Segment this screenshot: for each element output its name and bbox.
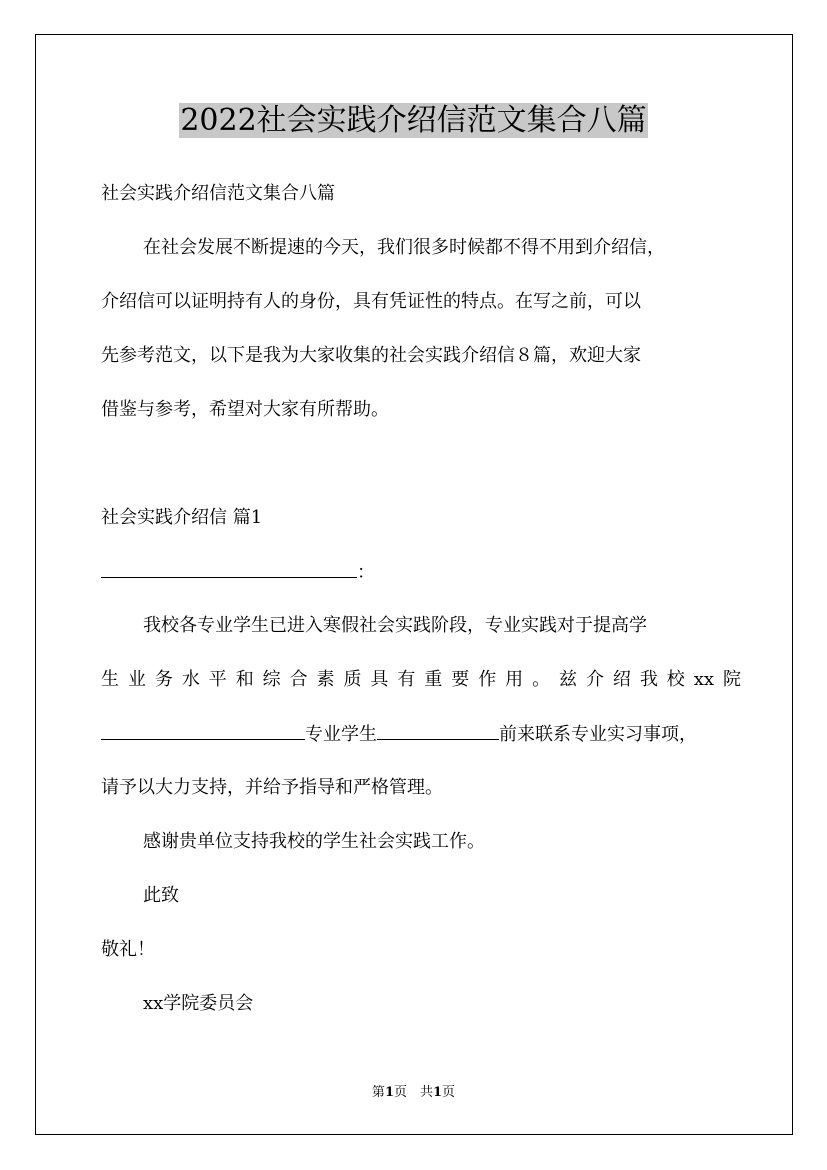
footer-mid: 页 共 — [393, 1085, 433, 1100]
section-heading: 社会实践介绍信 篇1 — [101, 507, 263, 528]
body-line-1: 我校各专业学生已进入寒假社会实践阶段，专业实践对于提高学 — [143, 615, 647, 636]
footer-prefix: 第 — [371, 1085, 385, 1100]
body-line-3-end: 前来联系专业实习事项， — [499, 724, 697, 745]
intro-line-4: 借鉴与参考，希望对大家有所帮助。 — [101, 399, 389, 420]
document-subtitle: 社会实践介绍信范文集合八篇 — [101, 183, 335, 204]
student-name-blank — [377, 720, 499, 740]
body-line-3 — [101, 720, 741, 749]
salutation-colon: ： — [357, 562, 375, 583]
document-title — [0, 98, 827, 144]
body-line-2: 生业务水平和综合素质具有重要作用。兹介绍我校xx院 — [101, 669, 741, 690]
closing-ci-zhi: 此致 — [143, 885, 179, 906]
department-blank — [101, 720, 305, 740]
footer-current-page: 1 — [384, 1085, 394, 1100]
intro-line-1: 在社会发展不断提速的今天，我们很多时候都不得不用到介绍信， — [143, 237, 665, 258]
intro-line-3: 先参考范文，以下是我为大家收集的社会实践介绍信８篇，欢迎大家 — [101, 345, 641, 366]
footer-total-pages: 1 — [433, 1085, 443, 1100]
footer-suffix: 页 — [442, 1085, 456, 1100]
page-footer — [0, 1083, 827, 1103]
thanks-line: 感谢贵单位支持我校的学生社会实践工作。 — [143, 831, 485, 852]
salutation-line — [101, 558, 741, 587]
recipient-blank — [101, 558, 357, 578]
signature: xx学院委员会 — [143, 993, 254, 1014]
body-line-4: 请予以大力支持，并给予指导和严格管理。 — [101, 777, 443, 798]
intro-line-2: 介绍信可以证明持有人的身份，具有凭证性的特点。在写之前，可以 — [101, 291, 641, 312]
closing-jing-li: 敬礼！ — [101, 939, 155, 960]
document-title-text: 2022社会实践介绍信范文集合八篇 — [180, 103, 647, 138]
body-line-3-middle: 专业学生 — [305, 724, 377, 745]
